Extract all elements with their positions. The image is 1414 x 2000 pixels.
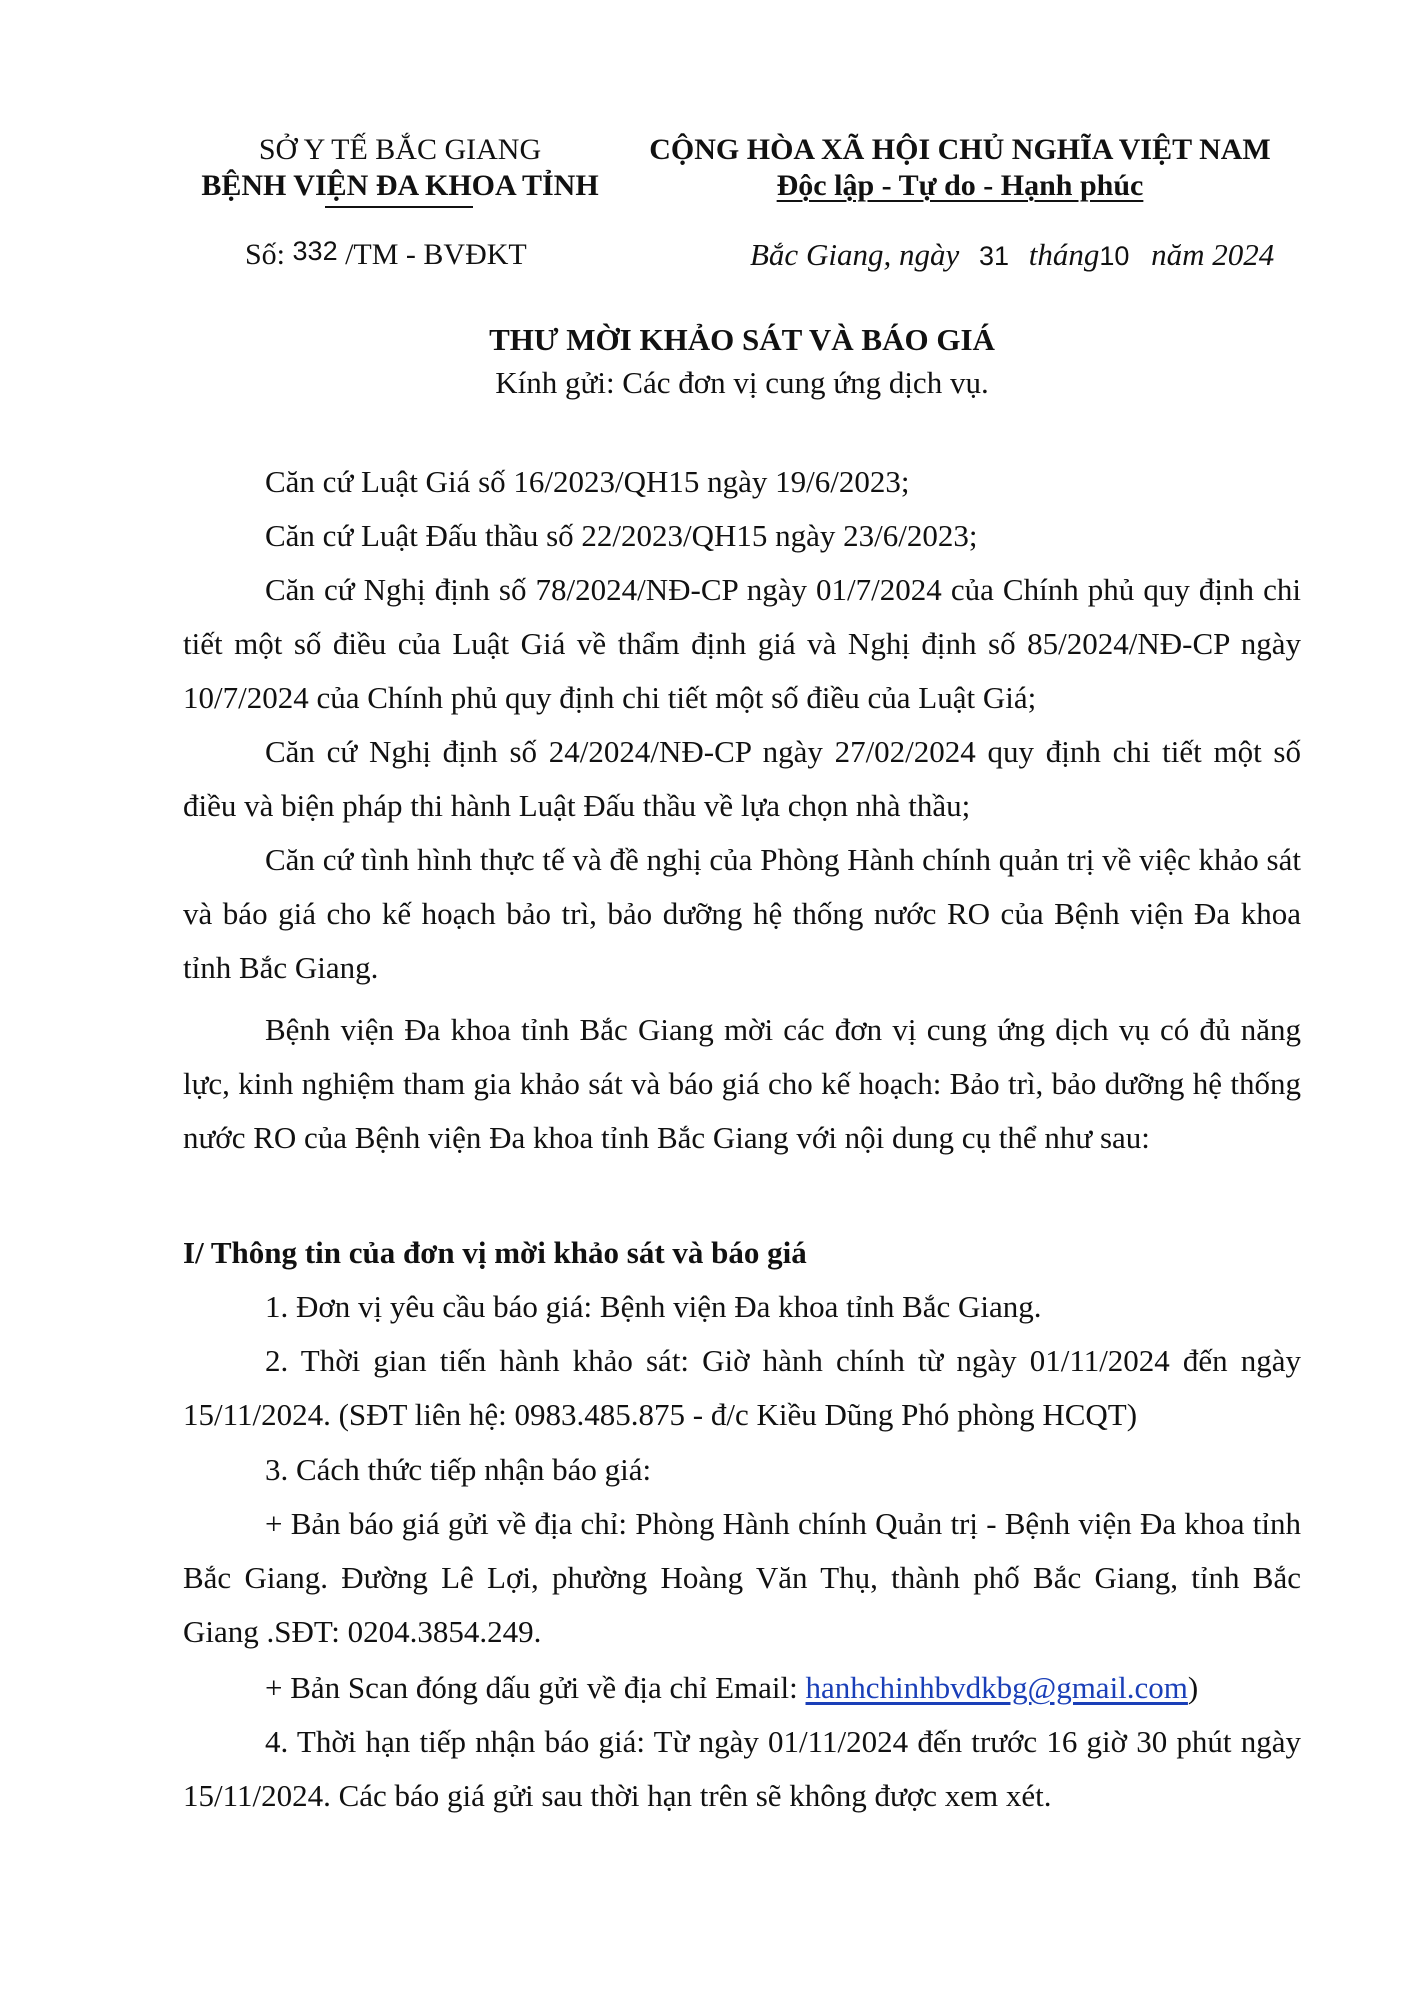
legal-basis-1: Căn cứ Luật Giá số 16/2023/QH15 ngày 19/6/2023; xyxy=(265,464,910,499)
invitation-paragraph: Bệnh viện Đa khoa tỉnh Bắc Giang mời các đơn vị cung ứng dịch vụ có đủ năng lực, kinh nghiệm tham gia khảo sát và báo giá cho kế hoạch: Bảo trì, bảo dưỡng hệ thống nước RO của Bệnh viện Đa khoa tỉnh Bắc Giang với nội dung cụ thể như sau: xyxy=(183,1012,1301,1155)
legal-basis-5: Căn cứ tình hình thực tế và đề nghị của Phòng Hành chính quản trị về việc khảo sát và báo giá cho kế hoạch bảo trì, bảo dưỡng hệ thống nước RO của Bệnh viện Đa khoa tỉnh Bắc Giang. xyxy=(183,842,1301,985)
date-year: năm 2024 xyxy=(1151,237,1275,272)
section-1-item-3a: + Bản báo giá gửi về địa chỉ: Phòng Hành chính Quản trị - Bệnh viện Đa khoa tỉnh Bắc Giang. Đường Lê Lợi, phường Hoàng Văn Thụ, thành phố Bắc Giang, tỉnh Bắc Giang .SĐT: 0204.3854.249. xyxy=(183,1506,1301,1649)
document-date xyxy=(750,237,1274,273)
section-1-item-3: 3. Cách thức tiếp nhận báo giá: xyxy=(265,1452,652,1487)
issuing-organization: BỆNH VIỆN ĐA KHOA TỈNH xyxy=(201,169,599,202)
header-left-rule xyxy=(325,206,473,208)
legal-basis-2: Căn cứ Luật Đấu thầu số 22/2023/QH15 ngày 23/6/2023; xyxy=(265,518,978,553)
email-link[interactable]: hanhchinhbvdkbg@gmail.com xyxy=(805,1670,1188,1705)
document-number-suffix: /TM - BVĐKT xyxy=(345,238,527,271)
section-1-item-4: 4. Thời hạn tiếp nhận báo giá: Từ ngày 01/11/2024 đến trước 16 giờ 30 phút ngày 15/11/2024. Các báo giá gửi sau thời hạn trên sẽ không được xem xét. xyxy=(183,1724,1301,1813)
date-month-label: tháng xyxy=(1028,237,1100,272)
legal-basis-3: Căn cứ Nghị định số 78/2024/NĐ-CP ngày 01/7/2024 của Chính phủ quy định chi tiết một số điều của Luật Giá về thẩm định giá và Nghị định số 85/2024/NĐ-CP ngày 10/7/2024 của Chính phủ quy định chi tiết một số điều của Luật Giá; xyxy=(183,572,1301,715)
section-1-item-1: 1. Đơn vị yêu cầu báo giá: Bệnh viện Đa khoa tỉnh Bắc Giang. xyxy=(265,1289,1042,1324)
email-line-suffix: ) xyxy=(1187,1670,1199,1705)
document-title: THƯ MỜI KHẢO SÁT VÀ BÁO GIÁ xyxy=(489,322,995,357)
section-1-heading: I/ Thông tin của đơn vị mời khảo sát và báo giá xyxy=(183,1235,807,1270)
addressee: Kính gửi: Các đơn vị cung ứng dịch vụ. xyxy=(495,365,989,400)
national-title: CỘNG HÒA XÃ HỘI CHỦ NGHĨA VIỆT NAM xyxy=(649,133,1271,166)
section-1-item-3b xyxy=(183,1661,1301,1715)
national-motto: Độc lập - Tự do - Hạnh phúc xyxy=(776,169,1144,202)
email-line-prefix: + Bản Scan đóng dấu gửi về địa chỉ Email: xyxy=(265,1670,806,1705)
legal-basis-4: Căn cứ Nghị định số 24/2024/NĐ-CP ngày 27/02/2024 quy định chi tiết một số điều và biện pháp thi hành Luật Đấu thầu về lựa chọn nhà thầu; xyxy=(183,734,1301,823)
section-1-item-2: 2. Thời gian tiến hành khảo sát: Giờ hành chính từ ngày 01/11/2024 đến ngày 15/11/2024. (SĐT liên hệ: 0983.485.875 - đ/c Kiều Dũng Phó phòng HCQT) xyxy=(183,1343,1301,1432)
issuing-authority: SỞ Y TẾ BẮC GIANG xyxy=(258,133,542,166)
date-prefix: Bắc Giang, ngày xyxy=(750,237,960,272)
document-number xyxy=(245,238,527,272)
date-day: 31 xyxy=(978,241,1009,271)
document-number-value: 332 xyxy=(292,236,338,266)
date-month: 10 xyxy=(1099,241,1130,271)
document-number-prefix: Số: xyxy=(245,238,286,271)
